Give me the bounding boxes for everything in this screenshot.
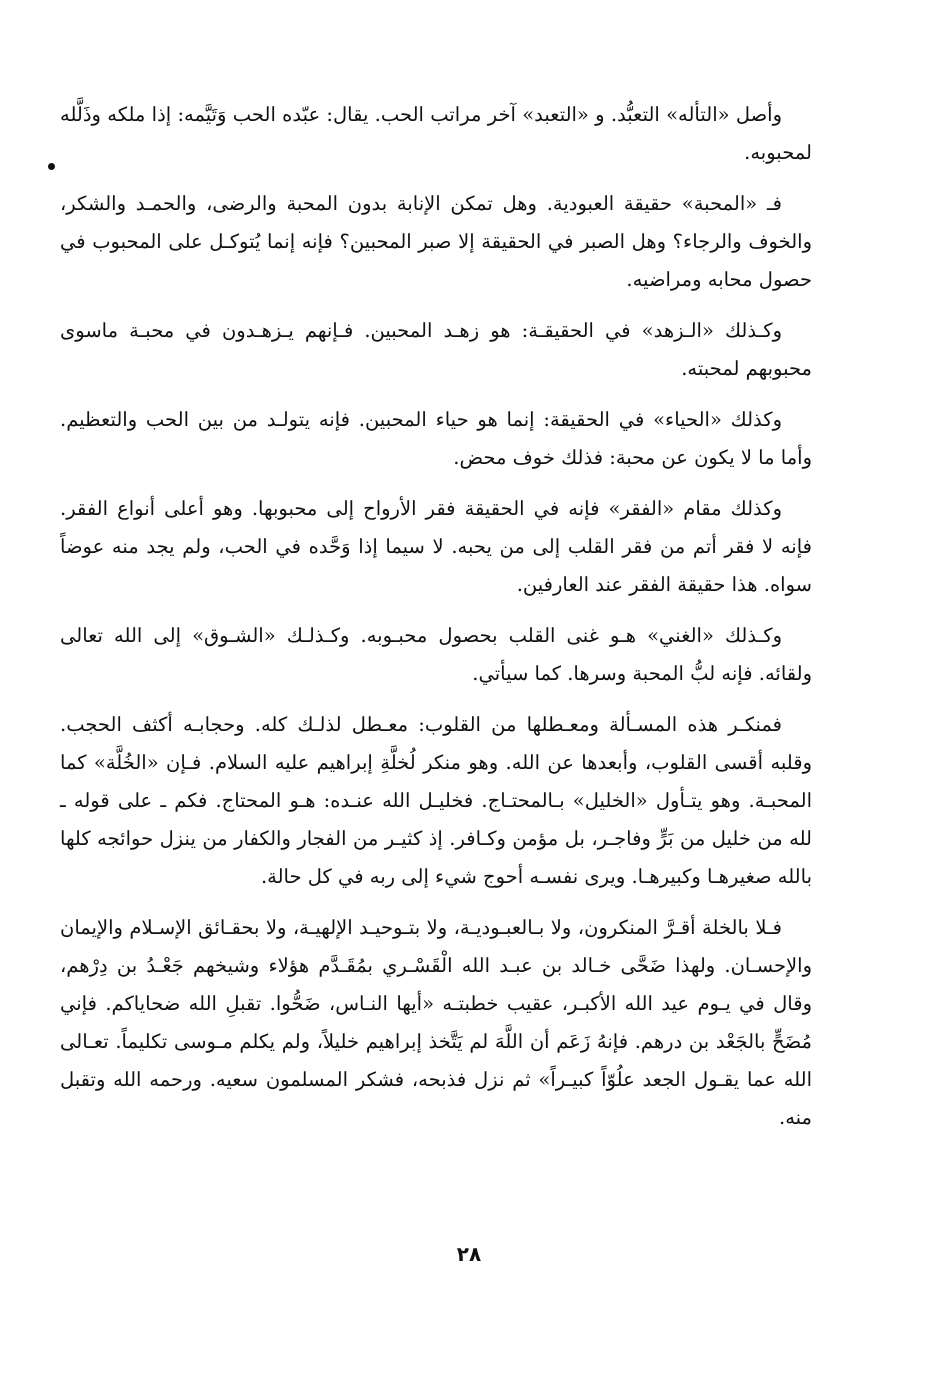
- paragraph: وأصل «التأله» التعبُّد. و «التعبد» آخر مراتب الحب. يقال: عبّده الحب وَتَيَّمه: إذا ملكه وذَلَّله لمحبوبه.: [60, 103, 812, 164]
- paragraph: وكـذلك «الغني» هـو غنى القلب بحصول محبـوبه. وكـذلـك «الشـوق» إلى الله تعالى ولقائه. فإنه لبُّ المحبة وسرها. كما سيأتي.: [60, 624, 812, 685]
- page-body: [60, 96, 812, 1150]
- paragraph: فـ «المحبة» حقيقة العبودية. وهل تمكن الإنابة بدون المحبة والرضى، والحمـد والشكر، والخوف والرجاء؟ وهل الصبر في الحقيقة إلا صبر المحبين؟ فإنه إنما يُتوكـل على المحبوب في حصول محابه ومراضيه.: [60, 192, 812, 291]
- page-number: ٢٨: [456, 1242, 482, 1266]
- paragraph: فمنكـر هذه المسـألة ومعـطلها من القلوب: معـطل لذلـك كله. وحجابـه أكثف الحجب. وقلبه أقسى القلوب، وأبعدها عن الله. وهو منكر لُخلَّةِ إبراهيم عليه السلام. فـإن «الخُلَّة» كما المحبـة. وهو يتـأول «الخليل» بـالمحتـاج. فخليـل الله عنـده: هـو المحتاج. فكم ـ على قوله ـ لله من خليل من بَرٍّ وفاجـر، بل مؤمن وكـافر. إذ كثيـر من الفجار والكفار من ينزل حوائجه كلها بالله صغيرهـا وكبيرهـا. ويرى نفسـه أحوج شيء إلى ربه في كل حالة.: [60, 713, 812, 888]
- paragraph: وكذلك «الحياء» في الحقيقة: إنما هو حياء المحبين. فإنه يتولـد من بين الحب والتعظيم. وأما ما لا يكون عن محبة: فذلك خوف محض.: [60, 408, 812, 469]
- page-speck: [48, 163, 55, 170]
- paragraph: فـلا بالخلة أقـرَّ المنكرون، ولا بـالعبـوديـة، ولا بتـوحيـد الإلهيـة، ولا بحقـائق الإسـلام والإيمان والإحسـان. ولهذا ضَحَّى خـالد بن عبـد الله الْقَسْـري بمُقَـدَّم هؤلاء وشيخهم جَعْـدُ بن دِرْهم، وقال في يـوم عيد الله الأكبـر، عقيب خطبتـه «أيها النـاس، ضَحُّوا. تقبلِ الله ضحاياكم. فإني مُضَحٍّ بالجَعْد بن درهم. فإنهُ زَعَم أن اللَّهَ لم يَتَّخذ إبراهيم خليلاً، ولم يكلم مـوسى تكليماً. تعـالى الله عما يقـول الجعد علُوّاً كبيـراً» ثم نزل فذبحه، فشكر المسلمون سعيه. ورحمه الله وتقبل منه.: [60, 916, 812, 1129]
- paragraph: وكـذلك «الـزهد» في الحقيقـة: هو زهـد المحبين. فـإنهم يـزهـدون في محبـة ماسوى محبوبهم لمحبته.: [60, 319, 812, 380]
- paragraph: وكذلك مقام «الفقر» فإنه في الحقيقة فقر الأرواح إلى محبوبها. وهو أعلى أنواع الفقر. فإنه لا فقر أتم من فقر القلب إلى من يحبه. لا سيما إذا وَحَّده في الحب، ولم يجد منه عوضاً سواه. هذا حقيقة الفقر عند العارفين.: [60, 497, 812, 596]
